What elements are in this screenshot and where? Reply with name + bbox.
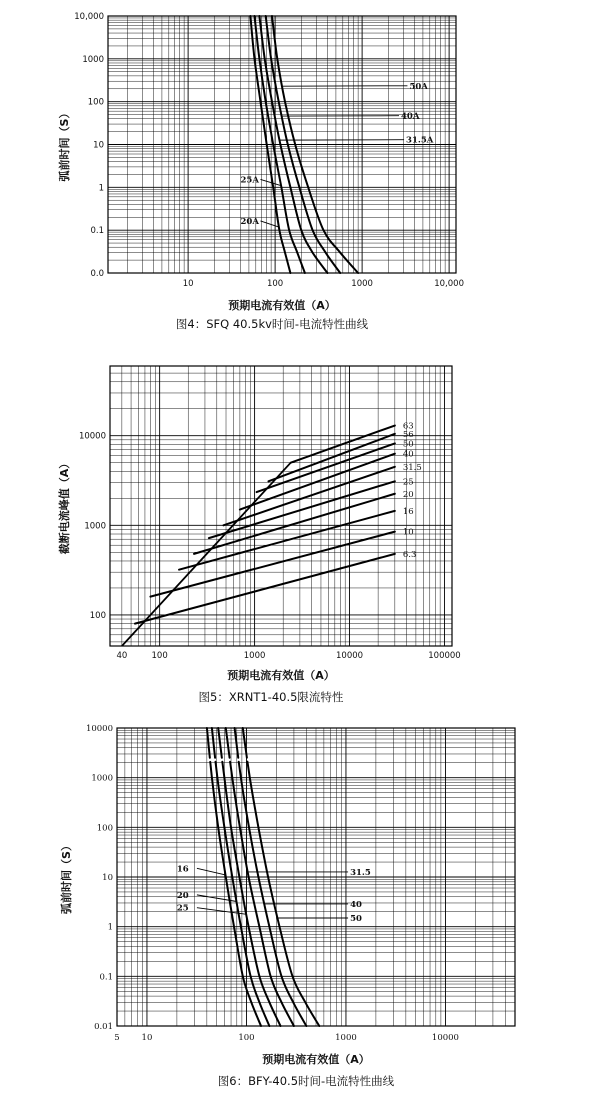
- x-axis-label: 预期电流有效值（A）: [228, 299, 336, 312]
- y-axis-label: 弧前时间（S）: [60, 840, 73, 914]
- y-axis-label: 弧前时间（S）: [58, 107, 71, 182]
- y-tick-label: 0.1: [99, 972, 113, 983]
- x-tick-label: 100: [266, 279, 284, 289]
- series-label: 16: [402, 506, 414, 517]
- x-tick-label: 10000: [336, 651, 364, 661]
- series-line-20: [194, 494, 395, 554]
- y-tick-label: 0.0: [90, 269, 104, 279]
- curve-label: 50A: [409, 81, 428, 92]
- y-tick-label: 0.01: [94, 1022, 113, 1032]
- x-axis-label: 预期电流有效值（A）: [262, 1053, 370, 1066]
- series-label: 10: [402, 527, 414, 538]
- series-label: 20: [402, 489, 414, 500]
- leader-line: [260, 221, 278, 227]
- y-tick-label: 10,000: [74, 12, 104, 22]
- y-tick-label: 10: [93, 140, 104, 151]
- series-label: 25: [402, 477, 414, 488]
- x-tick-label: 5: [114, 1033, 120, 1043]
- series-label: 40: [402, 449, 414, 460]
- y-tick-label: 10: [102, 873, 113, 883]
- x-tick-label: 40: [116, 651, 128, 661]
- x-tick-label: 1000: [351, 279, 373, 289]
- x-axis-label: 预期电流有效值（A）: [227, 669, 335, 682]
- curve-label: 50: [350, 914, 362, 925]
- series-label: 56: [402, 429, 414, 440]
- x-tick-label: 10: [141, 1033, 153, 1043]
- x-tick-label: 10: [182, 279, 194, 289]
- y-tick-label: 100: [87, 97, 104, 108]
- curve-label: 40: [350, 899, 362, 910]
- x-tick-label: 10,000: [434, 279, 464, 289]
- y-axis-label: 截断电流峰值（A）: [58, 457, 71, 555]
- curve-label: 16: [176, 864, 189, 875]
- leader-line: [197, 868, 225, 875]
- y-tick-label: 1: [98, 183, 104, 194]
- y-tick-label: 1: [107, 922, 113, 933]
- curve-label: 25: [176, 903, 189, 914]
- y-tick-label: 10000: [85, 724, 113, 734]
- x-tick-label: 100: [151, 651, 168, 661]
- y-tick-label: 100: [96, 823, 113, 834]
- fig6-chart: [59, 724, 515, 1088]
- chart-title: 图4：SFQ 40.5kv时间-电流特性曲线: [175, 317, 369, 331]
- x-tick-label: 1000: [335, 1033, 357, 1043]
- grid: [108, 16, 456, 273]
- y-tick-label: 1000: [84, 521, 106, 532]
- y-tick-label: 100: [89, 610, 106, 621]
- x-tick-label: 100000: [428, 651, 461, 661]
- series-line-31-5: [223, 467, 394, 526]
- series-label: 6.3: [402, 549, 417, 560]
- chart-title: 图5：XRNT1-40.5限流特性: [198, 690, 344, 704]
- limit-envelope-line: [122, 463, 291, 646]
- x-tick-label: 10000: [431, 1033, 459, 1043]
- x-tick-label: 100: [238, 1033, 255, 1043]
- curve-label: 20A: [240, 216, 259, 227]
- y-tick-label: 1000: [82, 54, 104, 65]
- x-tick-label: 1000: [243, 651, 266, 661]
- y-tick-label: 0.1: [90, 226, 104, 237]
- chart-title: 图6：BFY-40.5时间-电流特性曲线: [217, 1074, 395, 1088]
- curve-label: 31.5A: [406, 135, 434, 146]
- leader-line: [260, 179, 280, 185]
- series-group: [122, 426, 395, 646]
- fig4-chart: [57, 12, 464, 331]
- grid: [117, 728, 515, 1026]
- series-label: 31.5: [402, 462, 422, 473]
- y-tick-label: 10000: [78, 431, 106, 442]
- series-label: 63: [402, 421, 414, 432]
- curve-label: 25A: [240, 175, 259, 186]
- curve-label: 31.5: [350, 867, 371, 878]
- fig5-chart: [57, 366, 461, 704]
- curve-label: 40A: [401, 111, 420, 122]
- curve-label: 20: [176, 890, 189, 901]
- y-tick-label: 1000: [91, 773, 113, 784]
- series-label: 50: [402, 439, 414, 450]
- series-line-63: [291, 426, 395, 463]
